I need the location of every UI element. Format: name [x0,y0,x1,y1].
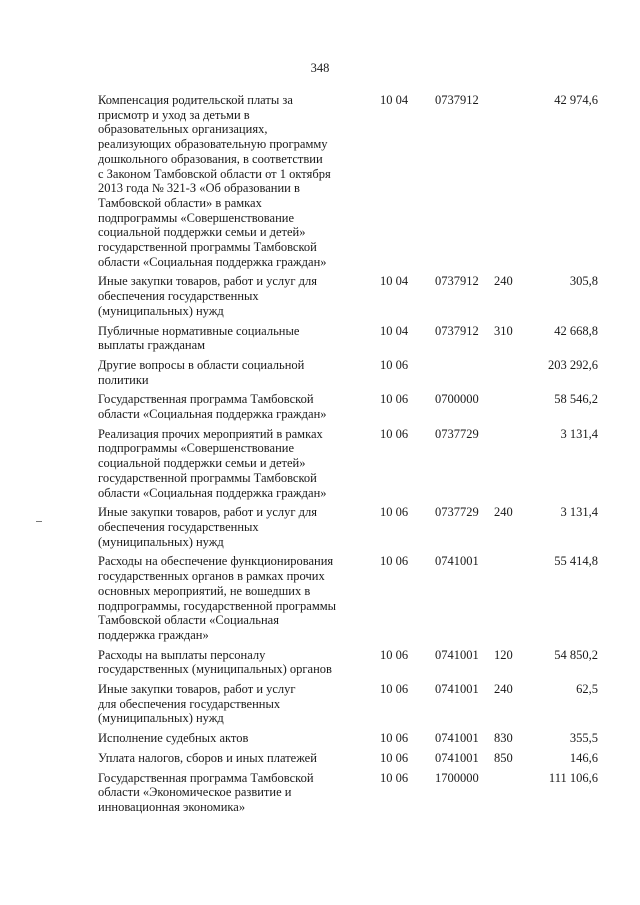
amount-value: 58 546,2 [554,392,598,407]
row-description: Компенсация родительской платы за присмотр и уход за детьми в образовательных организациях, реализующих образовательную программу дошкольного образования, в соответствии с Законом Тамбовской области от 1 октября 2013 года № 321-З «Об образовании в Тамбовской области» в рамках подпрограммы «Совершенствование социальной поддержки семьи и детей» государственной программы Тамбовской области «Социальная поддержка граждан» [98,93,331,269]
amount-value: 111 106,6 [548,770,598,785]
row-description: Иные закупки товаров, работ и услуг для обеспечения государственных (муниципальных) нужд [98,274,318,318]
row-description: Иные закупки товаров, работ и услуг для обеспечения государственных (муниципальных) нужд [98,682,296,726]
amount-value: 3 131,4 [560,505,598,520]
section-code: 10 06 [380,770,409,785]
section-code: 10 06 [380,426,409,441]
row-description: Расходы на обеспечение функционирования государственных органов в рамках прочих основных мероприятий, не вошедших в подпрограммы, государственной программы Тамбовской области «Социальная поддержка граждан» [98,554,337,642]
table-row [98,731,598,746]
section-code: 10 04 [380,93,409,107]
section-code: 10 06 [380,505,409,520]
expense-type-code: 240 [494,505,513,520]
amount-value: 355,5 [569,731,598,746]
amount-value: 203 292,6 [548,357,598,372]
section-code: 10 06 [380,554,409,569]
row-description: Иные закупки товаров, работ и услуг для обеспечения государственных (муниципальных) нужд [98,505,318,549]
table-row [98,751,598,766]
article-code: 0737912 [435,323,479,338]
table-row [98,274,598,318]
amount-value: 42 974,6 [554,93,598,107]
expense-type-code: 310 [494,323,513,338]
article-code: 0737729 [435,426,479,441]
article-code: 1700000 [435,770,479,785]
article-code: 0700000 [435,392,479,407]
amount-value: 55 414,8 [554,554,598,569]
table-row [98,427,598,501]
article-code: 0741001 [435,682,479,697]
amount-value: 42 668,8 [554,323,598,338]
table-row [98,358,598,387]
section-code: 10 06 [380,392,409,407]
table-row [98,771,598,815]
table-row [98,648,598,677]
row-description: Государственная программа Тамбовской области «Экономическое развитие и инновационная экономика» [98,770,314,814]
expense-type-code: 120 [494,647,513,662]
row-description: Публичные нормативные социальные выплаты гражданам [98,323,300,353]
expense-type-code: 240 [494,274,513,289]
article-code: 0737912 [435,93,479,107]
article-code: 0741001 [435,750,479,765]
page-number: 348 [310,61,330,75]
article-code: 0741001 [435,554,479,569]
table-row [98,324,598,353]
section-code: 10 06 [380,682,409,697]
amount-value: 54 850,2 [554,647,598,662]
table-row [98,392,598,421]
row-description: Расходы на выплаты персоналу государственных (муниципальных) органов [98,647,332,677]
row-description: Уплата налогов, сборов и иных платежей [98,750,317,765]
article-code: 0737912 [435,274,479,289]
amount-value: 146,6 [569,750,598,765]
table-row [98,93,598,269]
article-code: 0741001 [435,647,479,662]
section-code: 10 04 [380,323,409,338]
row-description: Государственная программа Тамбовской области «Социальная поддержка граждан» [98,392,327,422]
section-code: 10 06 [380,750,409,765]
amount-value: 305,8 [569,274,598,289]
article-code: 0737729 [435,505,479,520]
row-description: Другие вопросы в области социальной политики [98,357,305,387]
article-code: 0741001 [435,731,479,746]
amount-value: 3 131,4 [560,426,598,441]
expense-type-code: 240 [494,682,513,697]
table-row [98,554,598,642]
budget-table [98,93,598,820]
amount-value: 62,5 [576,682,598,697]
expense-type-code: 850 [494,750,513,765]
row-description: Реализация прочих мероприятий в рамках подпрограммы «Совершенствование социальной поддержки семьи и детей» государственной программы Тамбовской области «Социальная поддержка граждан» [98,426,327,500]
section-code: 10 06 [380,647,409,662]
table-row [98,682,598,726]
expense-type-code: 830 [494,731,513,746]
section-code: 10 06 [380,731,409,746]
row-description: Исполнение судебных актов [98,731,249,746]
section-code: 10 06 [380,357,409,372]
scan-edge-mark [36,521,42,522]
section-code: 10 04 [380,274,409,289]
table-row [98,505,598,549]
